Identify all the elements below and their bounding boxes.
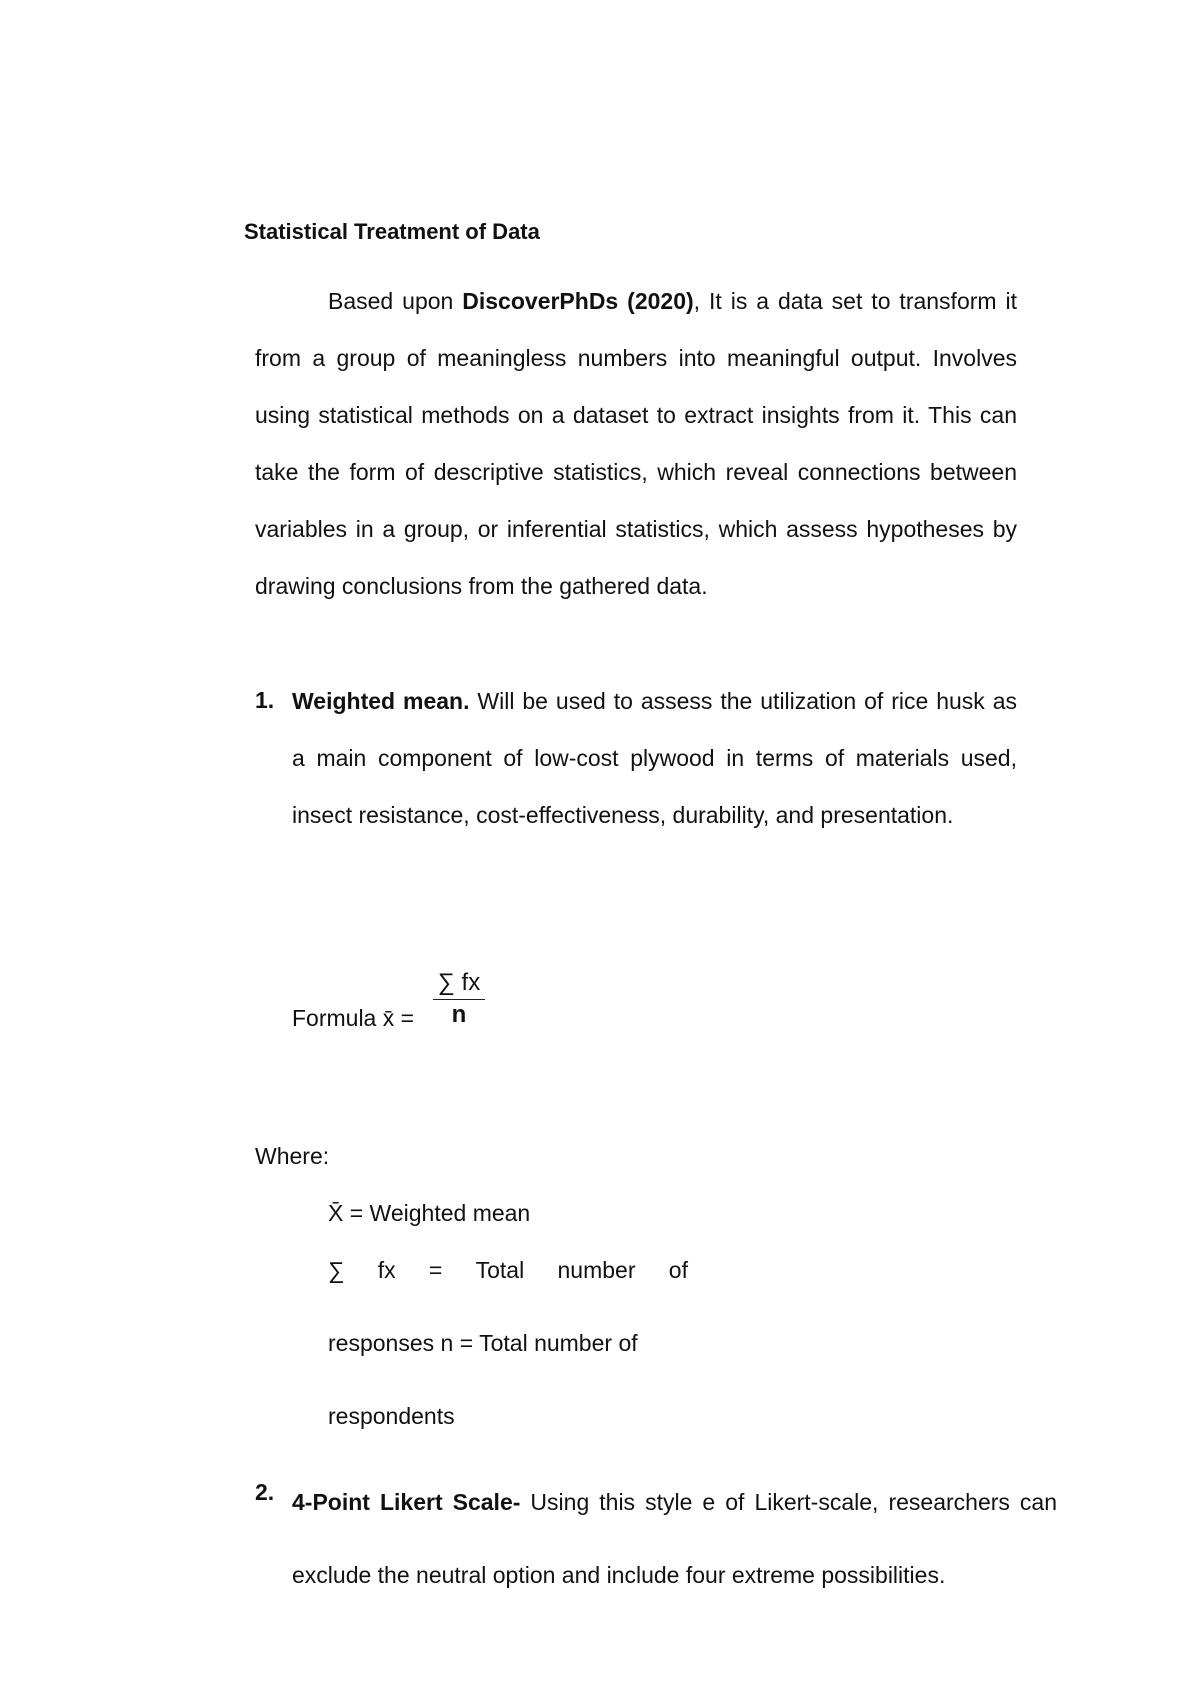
list-number: 2. (255, 1479, 275, 1505)
definition-respondents: respondents (328, 1403, 455, 1429)
intro-citation: DiscoverPhDs (2020) (462, 288, 694, 314)
list-item-title: 4-Point Likert Scale- (292, 1489, 521, 1515)
list-item-body (292, 1466, 1057, 1612)
definition-sum-fx (328, 1257, 688, 1284)
list-item-body (292, 673, 1017, 844)
definition-word: fx (377, 1257, 396, 1283)
where-label: Where: (255, 1143, 330, 1169)
intro-text-after: , It is a data set to transform it from a group of meaningless numbers into meaningful output. Involves using statistical methods on a dataset to extract insights from it. This can take the form of descriptive statistics, which reveal connections between variables in a group, or inferential statistics, which assess hypotheses by drawing conclusions from the gathered data. (255, 288, 1017, 599)
formula-numerator: ∑ fx (433, 968, 485, 1000)
definition-word: = (428, 1257, 443, 1283)
definition-word: Total (475, 1257, 525, 1283)
definition-word: ∑ (328, 1257, 345, 1283)
list-item-title: Weighted mean. (292, 688, 470, 714)
definition-responses-n: responses n = Total number of (328, 1330, 638, 1356)
formula-fraction (433, 968, 485, 1030)
definition-word: number (557, 1257, 636, 1283)
intro-paragraph (255, 273, 1017, 615)
list-number: 1. (255, 687, 275, 713)
section-heading: Statistical Treatment of Data (244, 219, 540, 244)
list-item-text: Using this style e of Likert-scale, researchers can exclude the neutral option and include four extreme possibilities. (292, 1489, 1058, 1588)
definition-word: of (668, 1257, 688, 1283)
formula-label: Formula x̄ = (292, 1005, 415, 1031)
list-item-text: Will be used to assess the utilization of rice husk as a main component of low-cost plywood in terms of materials used, insect resistance, cost-effectiveness, durability, and presentation. (292, 688, 1017, 828)
definition-weighted-mean: X̄ = Weighted mean (328, 1200, 531, 1226)
intro-text-before: Based upon (328, 288, 463, 314)
formula-denominator: n (451, 1001, 467, 1028)
